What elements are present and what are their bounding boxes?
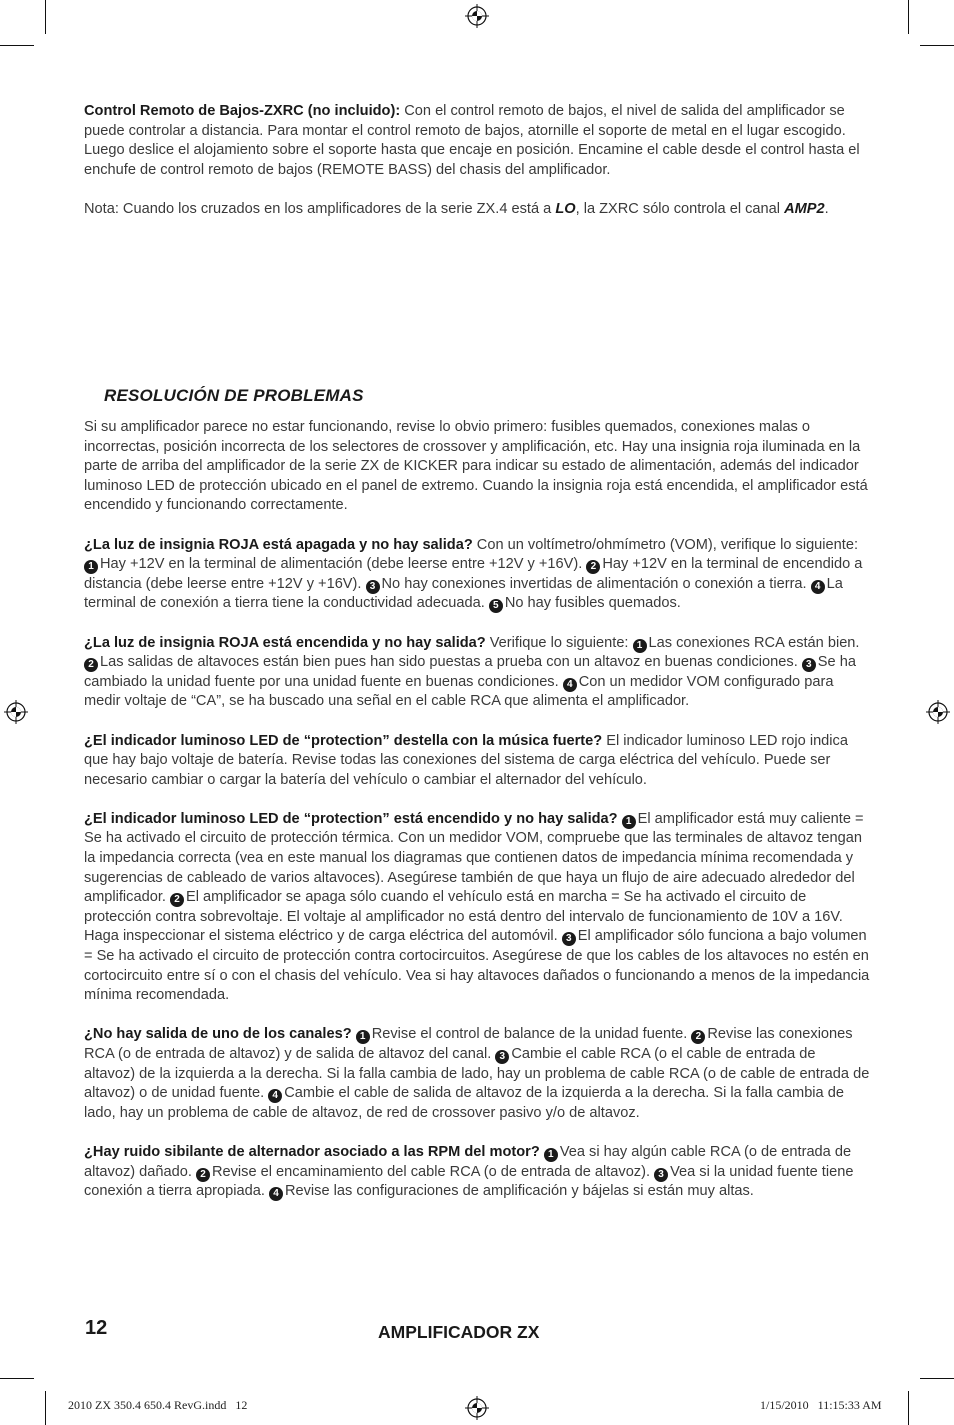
faq-question: ¿El indicador luminoso LED de “protection” destella con la música fuerte? xyxy=(84,732,603,749)
number-3-icon: 3 xyxy=(366,580,380,594)
registration-mark-icon xyxy=(465,1396,489,1420)
faq-question: ¿La luz de insignia ROJA está encendida y no hay salida? xyxy=(84,634,486,651)
number-3-icon: 3 xyxy=(495,1050,509,1064)
number-1-icon: 1 xyxy=(633,639,647,653)
faq-question: ¿No hay salida de uno de los canales? xyxy=(84,1026,352,1043)
crop-mark-top-right-v xyxy=(908,0,909,34)
faq-item: ¿No hay salida de uno de los canales? 1 Revise el control de balance de la unidad fuente. 2 Revise las conexiones RCA (o de entrada de altavoz) y de salida de altavoz del canal. 3 Cambie el cable RCA (o el cable de entrada de altavoz) de la izquierda a la derecha. Si la falla cambia de lado, hay un problema de cable RCA (o de cable de entrada de altavoz) o de unidad fuente. 4 Cambie el cable de salida de altavoz de la izquierda a la derecha. Si la falla cambia de lado, hay un problema de cable de altavoz, de red de crossover pasivo y/o de altavoz. xyxy=(84,1026,870,1121)
faq-item: ¿Hay ruido sibilante de alternador asociado a las RPM del motor? 1 Vea si hay algún cable RCA (o de entrada de altavoz) dañado. 2 Revise el encaminamiento del cable RCA (o de entrada de altavoz). 3 Vea si la unidad fuente tiene conexión a tierra apropiada. 4 Revise las configuraciones de amplificación y bájelas si están muy altas. xyxy=(84,1143,854,1200)
note-paragraph xyxy=(84,200,870,220)
number-2-icon: 2 xyxy=(84,658,98,672)
faq-item: ¿La luz de insignia ROJA está encendida y no hay salida? Verifique lo siguiente: 1 Las conexiones RCA están bien. 2 Las salidas de altavoces están bien pues han sido puestas a prueba con un altavoz en buenas condiciones. 3 Se ha cambiado la unidad fuente por una unidad fuente en buenas condiciones. 4 Con un medidor VOM configurado para medir voltaje de “CA”, se ha buscado una señal en el cable RCA que alimenta el amplificador. xyxy=(84,634,860,710)
number-4-icon: 4 xyxy=(811,580,825,594)
zxrc-paragraph xyxy=(84,102,870,180)
troubleshooting-block xyxy=(84,418,870,1221)
crop-mark-bottom-right-v xyxy=(908,1391,909,1425)
faq-question: ¿La luz de insignia ROJA está apagada y no hay salida? xyxy=(84,536,473,553)
note-end: . xyxy=(824,200,829,217)
registration-mark-icon xyxy=(4,700,28,724)
number-3-icon: 3 xyxy=(562,932,576,946)
note-amp2: AMP2 xyxy=(784,200,825,217)
number-2-icon: 2 xyxy=(586,560,600,574)
registration-mark-icon xyxy=(465,4,489,28)
number-4-icon: 4 xyxy=(563,678,577,692)
number-1-icon: 1 xyxy=(544,1148,558,1162)
faq-item: ¿El indicador luminoso LED de “protection” destella con la música fuerte? El indicador luminoso LED rojo indica que hay bajo voltaje de batería. Revise todas las conexiones del sistema de carga eléctrica del vehículo. Puede ser necesario cambiar o cargar la batería del vehículo o cambiar el alternador del vehículo. xyxy=(84,732,848,788)
troubleshooting-intro: Si su amplificador parece no estar funcionando, revise lo obvio primero: fusibles quemados, conexiones malas o incorrectas, posición incorrecta de los selectores de crossover y amplificación, etc. Hay una insignia roja iluminada en la parte de arriba del amplificador de la serie ZX de KICKER para indicar su estado de alimentación, además del indicador luminoso LED de protección ubicado en el panel de extremo. Cuando la insignia roja está encendida, el amplificador está encendido y funcionando correctamente. xyxy=(84,419,868,514)
number-2-icon: 2 xyxy=(196,1168,210,1182)
note-lo: LO xyxy=(555,200,576,217)
crop-mark-bottom-left-h xyxy=(0,1378,34,1379)
crop-mark-bottom-right-h xyxy=(920,1378,954,1379)
slug-filename: 2010 ZX 350.4 650.4 RevG.indd 12 xyxy=(68,1398,248,1412)
intro-block xyxy=(84,102,870,239)
crop-mark-top-right-h xyxy=(920,45,954,46)
number-4-icon: 4 xyxy=(269,1187,283,1201)
faq-item: ¿El indicador luminoso LED de “protection” está encendido y no hay salida? 1 El amplificador está muy caliente = Se ha activado el circuito de protección térmica. Con un medidor VOM, compruebe que las terminales de altavoz tengan la impedancia correcta (vea en este manual los diagramas que contienen datos de impedancia mínima recomendada y sugerencias de cableado de varios altavoces). Asegúrese también de que haya un flujo de aire adecuado alrededor del amplificador. 2 El amplificador se apaga sólo cuando el vehículo está en marcha = Se ha activado el circuito de protección contra sobrevoltaje. El voltaje al amplificador no está dentro del intervalo de funcionamiento de 10V a 16V. Haga inspeccionar el sistema eléctrico y de carga eléctrica del automóvil. 3 El amplificador sólo funciona a bajo volumen = Se ha activado el circuito de protección contra cortocircuitos. Asegúrese de que los cables de los altavoces no estén en cortocircuito entre sí o con el chasis del vehículo. Vea si hay altavoces dañados o funcionando a menos de la impedancia mínima recomendada. xyxy=(84,810,870,1004)
crop-mark-top-left-v xyxy=(45,0,46,34)
crop-mark-bottom-left-v xyxy=(45,1391,46,1425)
section-title: RESOLUCIÓN DE PROBLEMAS xyxy=(104,386,364,405)
faq-question: ¿Hay ruido sibilante de alternador asociado a las RPM del motor? xyxy=(84,1143,540,1160)
crop-mark-top-left-h xyxy=(0,45,34,46)
number-3-icon: 3 xyxy=(802,658,816,672)
page-number: 12 xyxy=(85,1317,108,1339)
number-4-icon: 4 xyxy=(268,1089,282,1103)
number-1-icon: 1 xyxy=(356,1030,370,1044)
number-2-icon: 2 xyxy=(691,1030,705,1044)
faq-question: ¿El indicador luminoso LED de “protection” está encendido y no hay salida? xyxy=(84,810,618,827)
slug-timestamp: 1/15/2010 11:15:33 AM xyxy=(760,1398,882,1412)
faq-item: ¿La luz de insignia ROJA está apagada y no hay salida? Con un voltímetro/ohmímetro (VOM), verifique lo siguiente: 1 Hay +12V en la terminal de alimentación (debe leerse entre +12V y +16V). 2 Hay +12V en la terminal de encendido a distancia (debe leerse entre +12V y +16V). 3 No hay conexiones invertidas de alimentación o conexión a tierra. 4 La terminal de conexión a tierra tiene la conductividad adecuada. 5 No hay fusibles quemados. xyxy=(84,536,863,612)
number-5-icon: 5 xyxy=(489,599,503,613)
number-1-icon: 1 xyxy=(84,560,98,574)
registration-mark-icon xyxy=(926,700,950,724)
zxrc-text: Con el control remoto de bajos, el nivel de salida del amplificador se puede controlar a distancia. Para montar el control remoto de bajos, atornille el soporte de metal en el lugar escogido. Luego deslice el alojamiento sobre el soporte hasta que encaje en posición. Encamine el cable desde el control hasta el enchufe de control remoto de bajos (REMOTE BASS) del chasis del amplificador. xyxy=(84,103,860,178)
footer-title: AMPLIFICADOR ZX xyxy=(378,1322,540,1342)
number-3-icon: 3 xyxy=(654,1168,668,1182)
number-2-icon: 2 xyxy=(170,893,184,907)
number-1-icon: 1 xyxy=(622,815,636,829)
note-prefix: Nota: Cuando los cruzados en los amplificadores de la serie ZX.4 está a xyxy=(84,200,556,217)
note-middle: , la ZXRC sólo controla el canal xyxy=(575,200,785,217)
zxrc-heading: Control Remoto de Bajos-ZXRC (no incluido): xyxy=(84,103,401,119)
